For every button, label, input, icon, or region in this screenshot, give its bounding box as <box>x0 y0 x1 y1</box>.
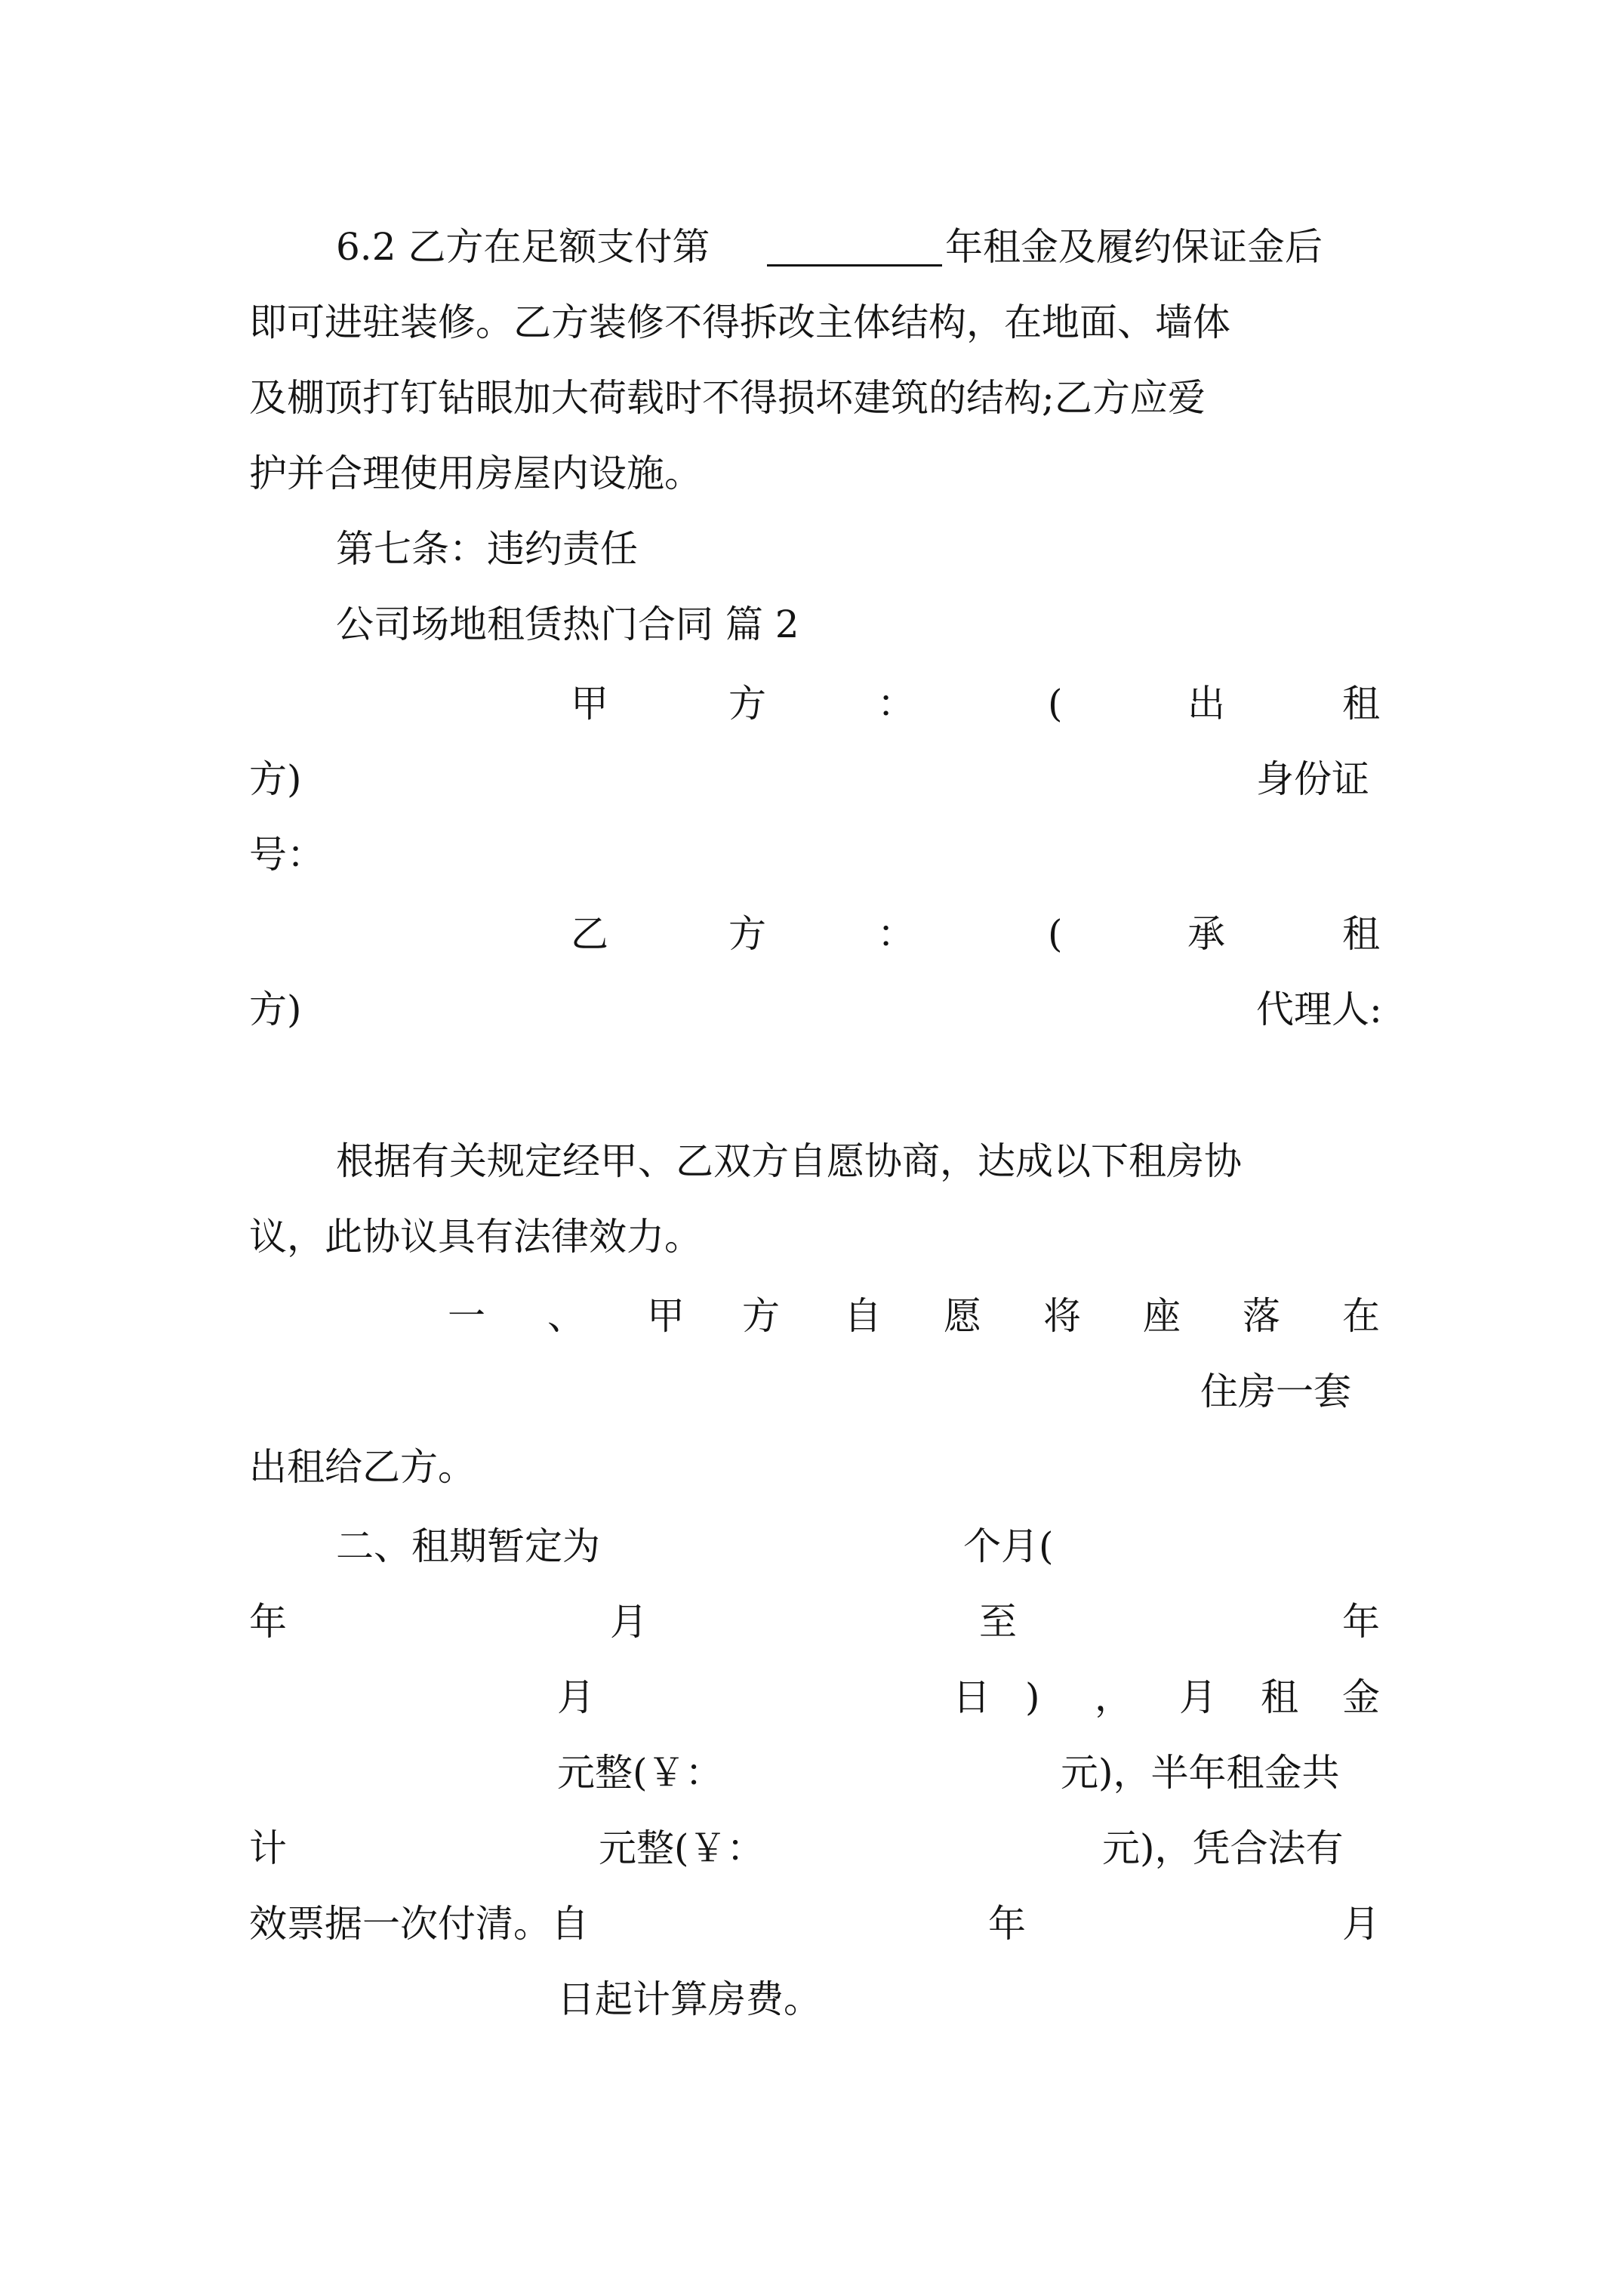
party-b-char: 乙 <box>571 912 608 956</box>
item-2-date-char: 年 <box>1342 1600 1380 1644</box>
section-title: 公司场地租赁热门合同 篇 2 <box>336 603 799 646</box>
party-b-char: ： <box>877 912 915 956</box>
item-2-line-4b: 元)，半年租金共 <box>1061 1751 1340 1795</box>
item-1-char: 方 <box>742 1294 780 1338</box>
party-a-char: ： <box>877 682 915 726</box>
party-b-agent-label: 代理人: <box>1256 988 1382 1031</box>
item-1-char: 愿 <box>944 1294 981 1338</box>
blank-year-field[interactable] <box>767 264 942 267</box>
item-2-line-6a: 效票据一次付清。自 <box>249 1902 589 1946</box>
party-b-line-2-left: 方) <box>249 988 302 1031</box>
item-1-char: 在 <box>1342 1294 1380 1338</box>
item-2-line-3a: 月 <box>557 1675 595 1719</box>
item-2-rent-char: 金 <box>1342 1675 1380 1719</box>
item-2-date-char: 年 <box>249 1600 287 1644</box>
clause-6-2-line-3: 及棚顶打钉钻眼加大荷载时不得损坏建筑的结构;乙方应爱 <box>249 376 1206 420</box>
item-1-char: 座 <box>1143 1294 1181 1338</box>
item-1-char: 自 <box>844 1294 882 1338</box>
item-2-date-char: 月 <box>610 1600 648 1644</box>
party-b-char: 方 <box>728 912 766 956</box>
party-a-char: ( <box>1048 682 1063 726</box>
item-2-line-6c: 月 <box>1342 1902 1380 1946</box>
party-a-id-label: 身份证 <box>1256 757 1369 801</box>
item-2-line-3d: ， <box>1095 1675 1132 1719</box>
item-2-line-5b: 元整(￥： <box>599 1826 765 1870</box>
party-a-char: 出 <box>1187 682 1225 726</box>
party-a-char: 甲 <box>571 682 608 726</box>
preamble-line-2: 议，此协议具有法律效力。 <box>249 1215 702 1259</box>
item-2-date-char: 至 <box>979 1600 1017 1644</box>
item-2-line-1a: 二、租期暂定为 <box>336 1524 600 1568</box>
item-2-line-3c: ) <box>1025 1675 1040 1719</box>
preamble-line-1: 根据有关规定经甲、乙双方自愿协商，达成以下租房协 <box>336 1139 1242 1183</box>
item-2-line-4a: 元整(￥： <box>557 1751 723 1795</box>
item-1-char: 将 <box>1043 1294 1081 1338</box>
clause-6-2-line-2: 即可进驻装修。乙方装修不得拆改主体结构，在地面、墙体 <box>249 300 1230 344</box>
party-a-char: 方 <box>728 682 766 726</box>
clause-6-2-line-4: 护并合理使用房屋内设施。 <box>249 451 702 495</box>
article-7-heading: 第七条：违约责任 <box>336 527 638 571</box>
item-1-char: 甲 <box>647 1294 685 1338</box>
item-1-char: 一 <box>448 1294 485 1338</box>
item-1-line-3: 出租给乙方。 <box>249 1445 476 1489</box>
item-2-line-1b: 个月( <box>963 1524 1054 1568</box>
party-a-id-number-label: 号： <box>249 833 325 877</box>
item-2-line-7: 日起计算房费。 <box>557 1977 821 2021</box>
party-a-char: 租 <box>1342 682 1380 726</box>
party-b-char: 租 <box>1342 912 1380 956</box>
party-b-char: 承 <box>1187 912 1225 956</box>
item-1-char: 、 <box>547 1294 585 1338</box>
item-2-line-6b: 年 <box>988 1902 1026 1946</box>
item-2-line-5c: 元)，凭合法有 <box>1102 1826 1344 1870</box>
item-1-char: 落 <box>1243 1294 1280 1338</box>
item-2-rent-char: 租 <box>1261 1675 1298 1719</box>
party-a-line-2-left: 方) <box>249 757 302 801</box>
clause-6-2-text-b: 年租金及履约保证金后 <box>945 225 1323 269</box>
clause-6-2-text-a: 6.2 乙方在足额支付第 <box>336 225 710 269</box>
item-1-line-2: 住房一套 <box>1200 1370 1351 1413</box>
item-2-rent-char: 月 <box>1179 1675 1217 1719</box>
party-b-char: ( <box>1048 912 1063 956</box>
item-2-line-3b: 日 <box>953 1675 990 1719</box>
item-2-line-5a: 计 <box>249 1826 287 1870</box>
